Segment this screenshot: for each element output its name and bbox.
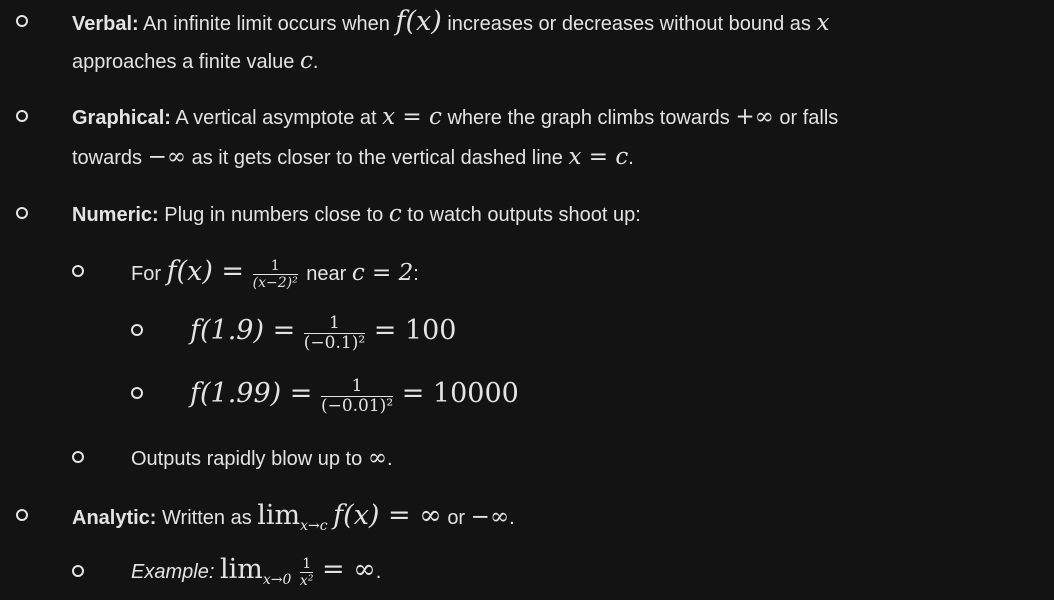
example-period: . xyxy=(375,561,382,583)
analytic-text-a: Written as xyxy=(162,507,252,529)
frac-den: (x−2)² xyxy=(252,275,298,292)
outputs-period: . xyxy=(386,448,393,470)
example-den: x² xyxy=(299,573,314,590)
graphical-neg-inf: −∞ xyxy=(147,144,187,170)
verbal-text-2a: approaches a finite value xyxy=(72,51,295,73)
fraction-1-over-x-minus-2-sq xyxy=(253,259,298,290)
eval2-lhs: f(1.99) = xyxy=(190,378,313,409)
eval1-num: 1 xyxy=(304,315,365,334)
for-label: For xyxy=(131,263,161,285)
bullet-icon xyxy=(72,265,84,277)
outputs-text: Outputs rapidly blow up to xyxy=(131,448,363,470)
bullet-icon xyxy=(16,110,28,122)
eval1-fraction xyxy=(304,315,365,352)
eval1-lhs: f(1.9) = xyxy=(190,315,296,346)
graphical-text-1a: A vertical asymptote at xyxy=(175,107,377,129)
analytic-neg-inf: −∞ xyxy=(470,504,510,530)
numeric-label: Numeric: xyxy=(72,204,159,226)
bullet-icon xyxy=(16,509,28,521)
bullet-icon xyxy=(72,565,84,577)
analytic-lim: lim xyxy=(257,500,301,531)
eval1-den: (−0.1)² xyxy=(303,333,366,354)
eval2-den: (−0.01)² xyxy=(320,396,394,417)
bullet-icon xyxy=(131,387,143,399)
verbal-label: Verbal: xyxy=(72,13,139,35)
graphical-text-1b: where the graph climbs towards xyxy=(447,107,730,129)
verbal-period: . xyxy=(312,51,319,73)
eval2-rhs: = 10000 xyxy=(401,378,519,409)
graphical-text-2b: as it gets closer to the vertical dashed line xyxy=(191,147,563,169)
graphical-text-2a: towards xyxy=(72,147,143,169)
graphical-math-xc-2: x = c xyxy=(568,144,629,170)
verbal-text-1a: An infinite limit occurs when xyxy=(143,13,390,35)
for-math-fx: f(x) = xyxy=(166,256,245,287)
frac-num: 1 xyxy=(253,259,298,275)
verbal-var-c: c xyxy=(299,48,313,74)
near-label: near xyxy=(306,263,347,285)
analytic-or: or xyxy=(447,507,466,529)
bullet-icon xyxy=(72,451,84,463)
verbal-math-fx: f(x) xyxy=(395,6,442,37)
outputs-inf: ∞ xyxy=(367,445,387,471)
example-num: 1 xyxy=(300,557,314,573)
near-math-c2: c = 2 xyxy=(351,260,414,286)
analytic-label: Analytic: xyxy=(72,507,157,529)
analytic-period: . xyxy=(509,507,515,529)
bullet-icon xyxy=(16,207,28,219)
analytic-math: f(x) = ∞ xyxy=(333,500,442,531)
eval2-num: 1 xyxy=(321,378,393,397)
example-rhs: = ∞ xyxy=(322,554,376,585)
numeric-text-a: Plug in numbers close to xyxy=(164,204,384,226)
graphical-pos-inf: +∞ xyxy=(735,104,774,130)
example-fraction xyxy=(300,557,314,588)
near-colon: : xyxy=(413,263,419,285)
graphical-label: Graphical: xyxy=(72,107,171,129)
bullet-icon xyxy=(16,15,28,27)
example-label: Example: xyxy=(131,561,215,583)
verbal-var-x: x xyxy=(816,10,830,36)
verbal-text-1b: increases or decreases without bound as xyxy=(447,13,811,35)
example-lim-sub: x→0 xyxy=(262,572,292,588)
numeric-text-b: to watch outputs shoot up: xyxy=(407,204,641,226)
example-lim: lim xyxy=(219,554,263,585)
bullet-icon xyxy=(131,324,143,336)
analytic-lim-sub: x→c xyxy=(300,518,328,534)
eval2-fraction xyxy=(321,378,393,415)
numeric-var-c: c xyxy=(388,201,402,227)
graphical-text-1c: or falls xyxy=(779,107,839,129)
eval1-rhs: = 100 xyxy=(373,315,457,346)
graphical-period: . xyxy=(628,147,634,169)
graphical-math-xc: x = c xyxy=(382,104,442,130)
